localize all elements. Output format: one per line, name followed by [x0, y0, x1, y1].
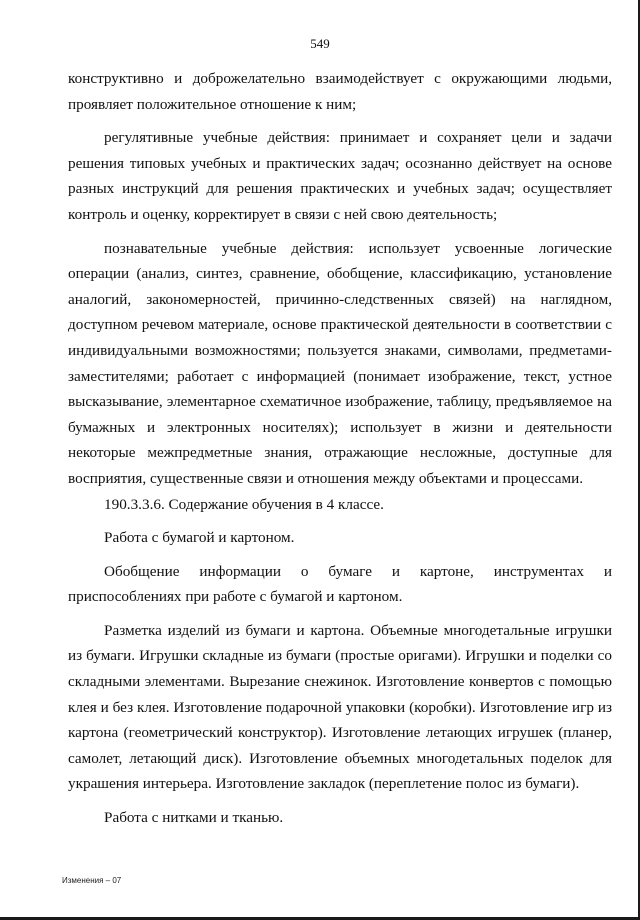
- section-heading-grade-4-content: 190.3.3.6. Содержание обучения в 4 классе.: [104, 495, 384, 513]
- paragraph-regulatory-actions: регулятивные учебные действия: принимает и сохраняет цели и задачи решения типовых учебных и практических задач; осознанно действует на основе разных инструкций для решения практических и учебных задач; осуществляет контроль и оценку, корректирует в связи с ней свою деятельность;: [68, 129, 612, 223]
- paragraph-paper-info-summary: Обобщение информации о бумаге и картоне, инструментах и приспособлениях при работе с бумагой и картоном.: [68, 562, 612, 606]
- subheading-threads-and-fabric: Работа с нитками и тканью.: [104, 809, 284, 827]
- paragraph-cognitive-actions: познавательные учебные действия: использует усвоенные логические операции (анализ, синтез, сравнение, обобщение, классификацию, установление аналогий, закономерностей, причинно-следственных связей) на наглядном, доступном речевом материале, основе практической деятельности в соответствии с индивидуальными возможностями; пользуется знаками, символами, предметами-заместителями; работает с информацией (понимает изображение, текст, устное высказывание, элементарное схематичное изображение, таблицу, предъявляемое на бумажных и электронных носителях); использует в жизни и деятельности некоторые межпредметные знания, отражающие несложные, доступные для восприятия, существенные связи и отношения между объектами и процессами.: [68, 239, 612, 487]
- footer-revision-note: Изменения – 07: [62, 876, 122, 885]
- subheading-paper-and-cardboard: Работа с бумагой и картоном.: [104, 529, 295, 547]
- page-number: 549: [310, 36, 330, 51]
- paragraph-communicative-continuation: конструктивно и доброжелательно взаимодействует с окружающими людьми, проявляет положительное отношение к ним;: [68, 70, 612, 113]
- paragraph-paper-crafts: Разметка изделий из бумаги и картона. Объемные многодетальные игрушки из бумаги. Игрушки складные из бумаги (простые оригами). Игрушки и поделки со складными элементами. Вырезание снежинок. Изготовление конвертов с помощью клея и без клея. Изготовление подарочной упаковки (коробки). Изготовление игр из картона (геометрический конструктор). Изготовление летающих игрушек (планер, самолет, летающий диск). Изготовление объемных многодетальных поделок для украшения интерьера. Изготовление закладок (переплетение полос из бумаги).: [68, 621, 612, 793]
- document-body: [68, 66, 612, 831]
